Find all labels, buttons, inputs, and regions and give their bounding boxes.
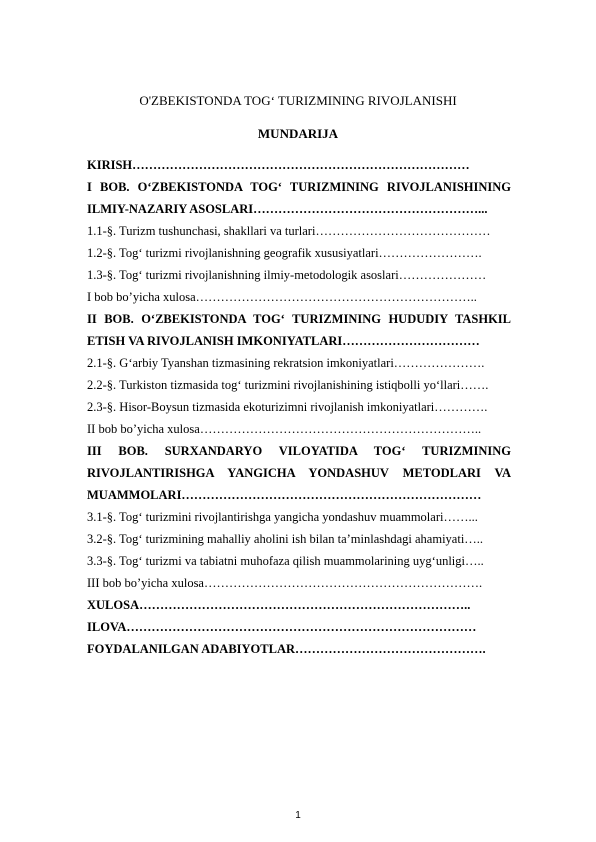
toc-entry: I BOB. O‘ZBEKISTONDA TOG‘ TURIZMINING RIVOJLANISHINING [87,180,511,194]
toc-entry: III bob bo’yicha xulosa…………………………………………………………. [87,576,483,590]
toc-entry: 1.1-§. Turizm tushunchasi, shakllari va turlari…………………………………… [87,224,491,238]
toc-entry: ILOVA………………………………………………………………………… [87,620,477,634]
toc-entry: 2.1-§. G‘arbiy Tyanshan tizmasining rekratsion imkoniyatlari…………………. [87,356,485,370]
toc-heading: MUNDARIJA [257,126,339,141]
toc-entry: 3.1-§. Tog‘ turizmini rivojlantirishga yangicha yondashuv muammolari……... [87,510,478,524]
toc-entry: MUAMMOLARI……………………………………………………………… [87,488,482,502]
toc-entry: 2.2-§. Turkiston tizmasida tog‘ turizmini rivojlanishining istiqbolli yo‘llari……. [87,378,489,392]
toc-entry: III BOB. SURXANDARYO VILOYATIDA TOG‘ TURIZMINING [87,444,511,458]
toc-entry: 3.2-§. Tog‘ turizmining mahalliy aholini ish bilan ta’minlashdagi ahamiyati….. [87,532,484,546]
toc-entry: 1.3-§. Tog‘ turizmi rivojlanishning ilmiy-metodologik asoslari………………… [87,268,487,282]
toc-entry: 3.3-§. Tog‘ turizmi va tabiatni muhofaza qilish muammolarining uyg‘unligi….. [87,554,484,568]
toc-entry: RIVOJLANTIRISHGA YANGICHA YONDASHUV METODLARI VA [87,466,511,480]
toc-entry: II bob bo’yicha xulosa………………………………………………………….. [87,422,482,436]
toc-entry: 1.2-§. Tog‘ turizmi rivojlanishning geografik xususiyatlari……………………. [87,246,482,260]
toc-entry: I bob bo’yicha xulosa………………………………………………………….. [87,290,477,304]
toc-entry: 2.3-§. Hisor-Boysun tizmasida ekoturizimni rivojlanish imkoniyatlari…………. [87,400,488,414]
toc-entry: KIRISH……………………………………………………………………… [87,158,470,172]
document-title: O'ZBEKISTONDA TOG‘ TURIZMINING RIVOJLANISHI [139,93,457,108]
toc-entry: XULOSA…………………………………………………………………….. [87,598,471,612]
toc-entry: FOYDALANILGAN ADABIYOTLAR………………………………………. [87,642,486,656]
table-of-contents [87,154,511,660]
page-number: 1 [295,810,301,821]
toc-entry: II BOB. O‘ZBEKISTONDA TOG‘ TURIZMINING HUDUDIY TASHKIL [87,312,511,326]
toc-entry: ETISH VA RIVOJLANISH IMKONIYATLARI…………………………… [87,334,480,348]
toc-entry: ILMIY-NAZARIY ASOSLARI………………………………………………... [87,202,488,216]
